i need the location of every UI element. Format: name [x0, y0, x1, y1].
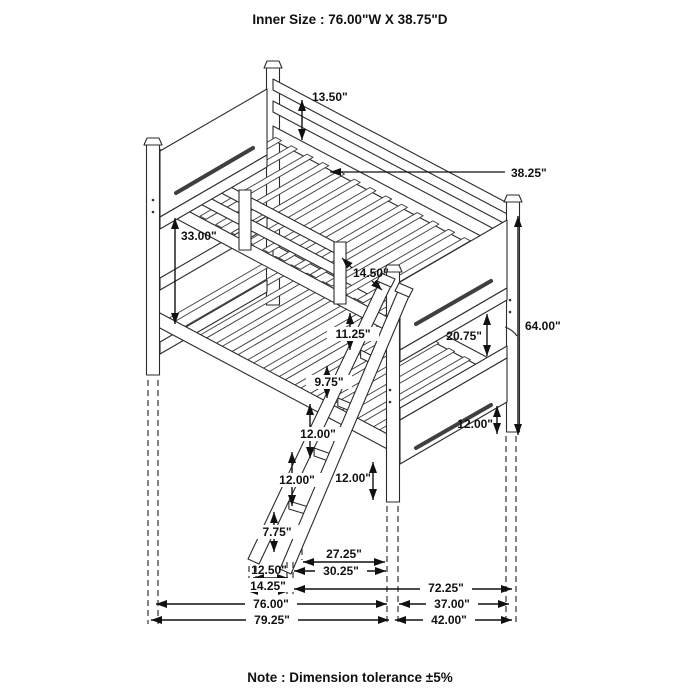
dim-inner-width: 76.00": [253, 597, 289, 611]
inner-size-title: Inner Size : 76.00"W X 38.75"D: [252, 12, 448, 27]
dim-bed-depth-inner: 38.25": [511, 166, 547, 180]
tolerance-note: Note : Dimension tolerance ±5%: [247, 670, 453, 685]
dim-overall-depth: 42.00": [431, 613, 467, 627]
screw-dot: [509, 311, 512, 314]
dim-ladder-foot-height: 7.75": [262, 525, 292, 539]
dim-ladder-reach-top: 27.25": [326, 547, 362, 561]
dim-ladder-step-4: 12.00": [279, 473, 315, 487]
guardrail-mid-post: [239, 190, 251, 250]
screw-dot: [389, 389, 392, 392]
dim-side-depth: 37.00": [434, 597, 470, 611]
dim-total-height: 64.00": [525, 319, 561, 333]
dim-ladder-base-width: 14.25": [250, 579, 286, 593]
screw-dot: [152, 211, 155, 214]
dim-ladder-top-offset: 14.50": [353, 266, 389, 280]
guardrail-end-post: [334, 242, 346, 304]
screw-dot: [152, 199, 155, 202]
screw-dot: [509, 299, 512, 302]
dim-end-panel-gap: 20.75": [446, 329, 482, 343]
dim-guardrail-height: 13.50": [312, 90, 348, 104]
dim-ladder-step-1: 11.25": [335, 327, 371, 341]
bunk-bed-drawing: [144, 61, 522, 574]
dim-rear-leg-height: 12.00": [457, 417, 493, 431]
dim-ladder-reach-base: 30.25": [323, 564, 359, 578]
front-left-post: [144, 138, 162, 375]
dim-overall-width: 79.25": [254, 613, 290, 627]
screw-dot: [389, 401, 392, 404]
dim-ladder-foot-width: 12.50": [251, 563, 287, 577]
dim-ladder-step-3: 12.00": [300, 427, 336, 441]
dim-bunk-gap: 33.00": [181, 229, 217, 243]
dim-front-leg-height: 12.00": [335, 471, 371, 485]
dim-ladder-step-2: 9.75": [314, 375, 344, 389]
dim-floor-span-right: 72.25": [428, 581, 464, 595]
